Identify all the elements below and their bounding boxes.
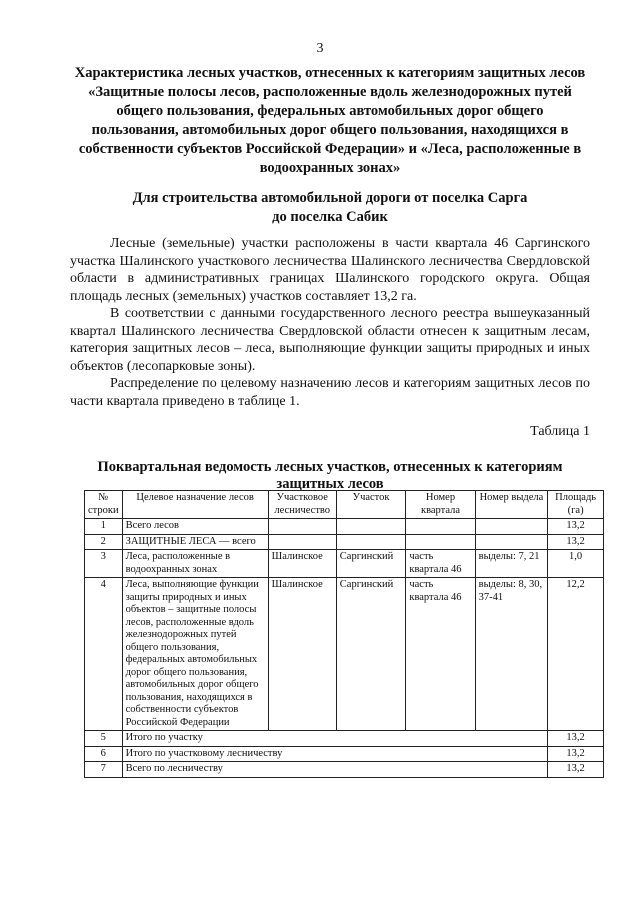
cell-hectares: 12,2 [548,578,604,731]
page-number: 3 [316,41,324,56]
subtitle-line: до поселка Сабик [272,209,388,225]
cell-quarter: часть квартала 46 [406,550,475,578]
header-quarter: Номер квартала [406,491,475,519]
cell-purpose: Итого по участку [122,731,548,747]
cell-plots: выделы: 7, 21 [475,550,548,578]
cell-hectares: 13,2 [548,762,604,778]
table-row [85,519,604,535]
title-line: водоохранных зонах» [259,160,401,176]
cell-forestry [268,519,336,535]
title-line: собственности субъектов Российской Федерации» и «Леса, расположенные в [78,141,582,157]
cell-quarter: часть квартала 46 [406,578,475,731]
header-area: Участок [336,491,406,519]
cell-hectares: 13,2 [548,534,604,550]
cell-number: 5 [85,731,123,747]
subtitle-line: Для строительства автомобильной дороги от поселка Сарга [132,190,528,206]
paragraph: В соответствии с данными государственного лесного реестра вышеуказанный квартал Шалинского лесничества Свердловской области отнесен к защитным лесам, категория защитных лесов – леса, выполняющие функции защиты природных и иных объектов (лесопарковые зоны). [70,306,590,374]
title-line: «Защитные полосы лесов, расположенные вдоль железнодорожных путей [88,84,572,100]
table-row [85,578,604,731]
forest-ledger-table [84,490,604,778]
table-row [85,534,604,550]
cell-hectares: 1,0 [548,550,604,578]
cell-purpose: Леса, выполняющие функции защиты природных и иных объектов – защитные полосы лесов, расположенные вдоль железнодорожных путей общего пользования, федеральных автомобильных дорог общего пользования, автомобильных дорог общего пользования, находящихся в собственности субъектов Российской Федерации [122,578,268,731]
title-line: Характеристика лесных участков, отнесенных к категориям защитных лесов [74,65,586,81]
paragraph: Лесные (земельные) участки расположены в части квартала 46 Саргинского участка Шалинского участкового лесничества Шалинского лесничества Свердловской области в административных границах Шалинского городского округа. Общая площадь лесных (земельных) участков составляет 13,2 га. [70,236,590,304]
document-title [70,64,590,178]
cell-quarter [406,519,475,535]
cell-forestry [268,534,336,550]
header-hectares: Площадь (га) [548,491,604,519]
table-header-row [85,491,604,519]
table-row [85,762,604,778]
cell-forestry: Шалинское [268,578,336,731]
cell-purpose: Всего по лесничеству [122,762,548,778]
cell-purpose: Всего лесов [122,519,268,535]
cell-area: Саргинский [336,578,406,731]
body-text [70,235,590,410]
cell-number: 4 [85,578,123,731]
header-purpose: Целевое назначение лесов [122,491,268,519]
table-title: Поквартальная ведомость лесных участков, отнесенных к категориям защитных лесов [97,459,563,492]
title-line: общего пользования, федеральных автомобильных дорог общего [116,103,544,119]
cell-hectares: 13,2 [548,731,604,747]
document-subtitle [90,189,570,227]
cell-number: 7 [85,762,123,778]
header-row-number: № строки [85,491,123,519]
table-row [85,746,604,762]
cell-plots [475,534,548,550]
cell-number: 2 [85,534,123,550]
cell-number: 6 [85,746,123,762]
cell-plots: выделы: 8, 30, 37-41 [475,578,548,731]
cell-plots [475,519,548,535]
cell-purpose: Леса, расположенные в водоохранных зонах [122,550,268,578]
cell-area: Саргинский [336,550,406,578]
cell-hectares: 13,2 [548,519,604,535]
table-label: Таблица 1 [530,424,590,439]
paragraph: Распределение по целевому назначению лесов и категориям защитных лесов по части квартала приведено в таблице 1. [70,376,590,409]
title-line: пользования, автомобильных дорог общего пользования, находящихся в [91,122,569,138]
cell-area [336,534,406,550]
cell-quarter [406,534,475,550]
cell-forestry: Шалинское [268,550,336,578]
cell-purpose: ЗАЩИТНЫЕ ЛЕСА — всего [122,534,268,550]
header-plot: Номер выдела [475,491,548,519]
header-forestry: Участковое лесничество [268,491,336,519]
cell-purpose: Итого по участковому лесничеству [122,746,548,762]
cell-area [336,519,406,535]
cell-number: 1 [85,519,123,535]
table-row [85,731,604,747]
cell-number: 3 [85,550,123,578]
cell-hectares: 13,2 [548,746,604,762]
table-row [85,550,604,578]
